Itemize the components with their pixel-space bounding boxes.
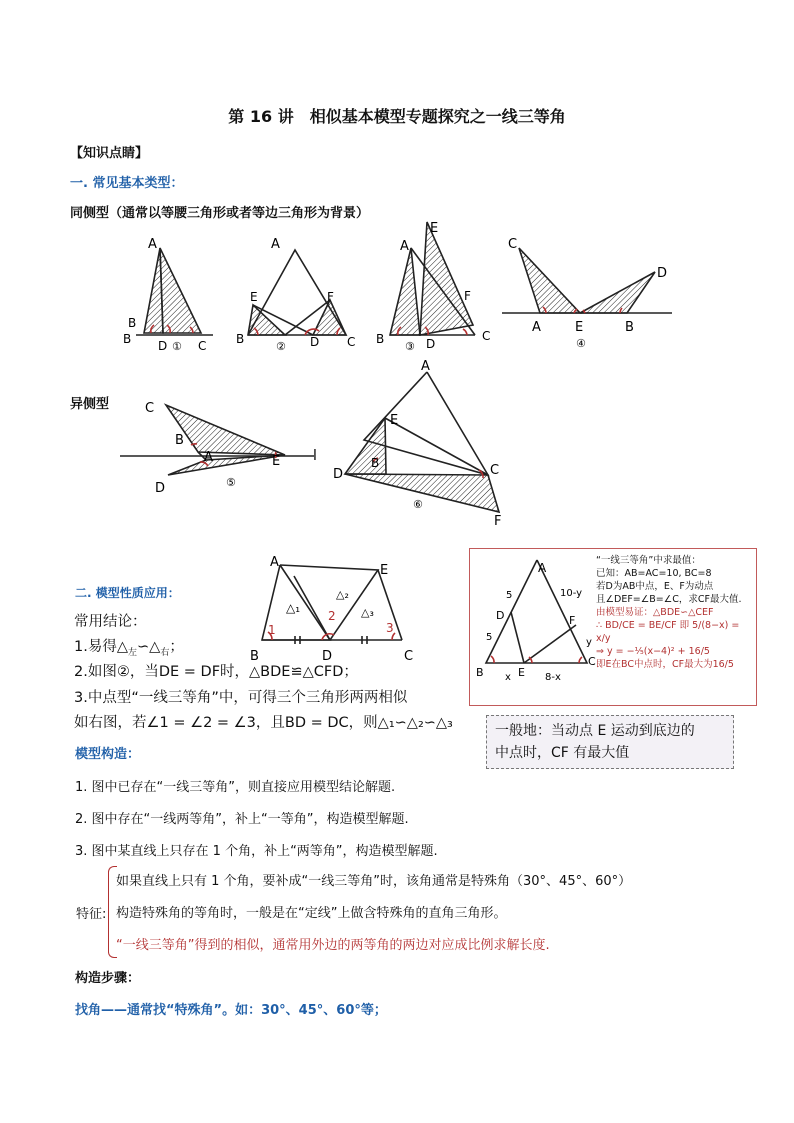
fig6-label-b: B <box>371 456 380 470</box>
fig6-label-c: C <box>490 463 500 478</box>
note-label-b: B <box>476 666 484 679</box>
construct-item-1: 1. 图中已存在“一线三等角”，则直接应用模型结论解题. <box>75 780 396 795</box>
fig4-label-b: B <box>625 320 634 335</box>
fig1-label-b: B <box>128 316 137 330</box>
note-line-6: ⇒ y = −⅕(x−4)² + 16/5 <box>596 646 710 657</box>
note-line-1: 已知：AB=AC=10, BC=8 <box>596 568 712 579</box>
feature-2: 构造特殊角的等角时，一般是在“定线”上做含特殊角的直角三角形。 <box>116 906 507 921</box>
fig5-label-d: D <box>155 481 166 496</box>
callout-line-2: 中点时，CF 有最大值 <box>495 745 630 761</box>
fig5-label-b: B <box>175 433 184 448</box>
fig5-num: ⑤ <box>226 476 236 489</box>
note-text <box>596 554 752 671</box>
mid-label-c: C <box>404 649 414 664</box>
fig6-label-a: A <box>421 359 430 374</box>
fig2-label-e: E <box>250 290 258 304</box>
fig2-label-b: B <box>236 332 245 346</box>
note-label-e: E <box>518 666 525 679</box>
fig3-label-b: B <box>376 332 385 346</box>
fig4-label-d: D <box>657 266 668 281</box>
feature-3: “一线三等角”得到的相似，通常用外边的两等角的两边对应成比例求解长度. <box>116 938 550 953</box>
conclusion-3b: 如右图，若∠1 = ∠2 = ∠3，且BD = DC，则△₁∽△₂∽△₃ <box>74 715 453 731</box>
mid-t1: △₁ <box>286 601 301 615</box>
note-line-3: 且∠DEF=∠B=∠C，求CF最大值. <box>596 594 742 605</box>
conclusion-2: 2.如图②，当DE = DF时，△BDE≌△CFD； <box>74 664 358 680</box>
fig6-label-d: D <box>333 467 344 482</box>
note-label-a: A <box>538 561 547 575</box>
mid-angle-3: 3 <box>386 621 394 635</box>
fig3-label-c: C <box>482 329 491 343</box>
feature-1: 如果直线上只有 1 个角，要补成“一线三等角”时，该角通常是特殊角（30°、45°、60°） <box>116 874 632 889</box>
fig2-label-c: C <box>347 335 356 349</box>
note-v5b: 5 <box>486 632 493 643</box>
note-label-d: D <box>496 609 505 622</box>
construct-heading: 模型构造： <box>75 747 141 762</box>
fig3-label-d: D <box>426 337 436 351</box>
fig2-num: ② <box>276 340 286 353</box>
knowledge-header: 【知识点睛】 <box>70 146 149 161</box>
fig1-label-b2: B <box>123 332 132 346</box>
fig5-label-l: l <box>313 448 317 464</box>
conclusion-3a: 3.中点型“一线三等角”中，可得三个三角形两两相似 <box>74 690 408 706</box>
mid-label-d: D <box>322 649 333 664</box>
fig6-num: ⑥ <box>413 498 423 511</box>
note-line-5: ∴ BD/CE = BE/CF 即 5/(8−x) = x/y <box>596 620 740 644</box>
note-label-c: C <box>588 655 596 668</box>
note-v10y: 10-y <box>560 588 583 599</box>
fig3-label-a: A <box>400 239 409 254</box>
feature-label: 特征: <box>76 907 107 922</box>
steps-heading: 构造步骤： <box>75 971 141 986</box>
mid-angle-2: 2 <box>328 609 336 623</box>
fig1-label-c: C <box>198 339 207 353</box>
find-angle: 找角——通常找“特殊角”。如：30°、45°、60°等； <box>75 1003 387 1018</box>
note-vy: y <box>586 637 592 648</box>
construct-item-3: 3. 图中某直线上只存在 1 个角，补上“两等角”，构造模型解题. <box>75 844 438 859</box>
fig3-label-f: F <box>464 289 471 303</box>
callout-box <box>486 715 734 769</box>
mid-label-e: E <box>380 563 389 578</box>
fig4-label-e: E <box>575 320 584 335</box>
fig4-num: ④ <box>576 337 586 350</box>
note-v5a: 5 <box>506 590 513 601</box>
mid-label-a: A <box>270 555 279 570</box>
fig5-label-c: C <box>145 401 155 416</box>
note-heading: “一线三等角”中求最值： <box>596 555 701 566</box>
fig3-label-e: E <box>430 221 439 236</box>
fig5-label-a: A <box>204 450 213 465</box>
mid-label-b: B <box>250 649 259 664</box>
section1-heading: 一. 常见基本类型： <box>70 176 184 191</box>
mid-t3: △₃ <box>361 606 374 619</box>
callout-line-1: 一般地：当动点 E 运动到底边的 <box>495 723 695 739</box>
note-vx: x <box>505 672 511 683</box>
mid-t2: △₂ <box>336 588 349 601</box>
fig2-label-d: D <box>310 335 320 349</box>
common-conclusion-label: 常用结论： <box>74 614 147 630</box>
section2-heading: 二. 模型性质应用： <box>75 586 180 600</box>
fig1-num: ① <box>172 340 182 353</box>
fig4-label-a: A <box>532 320 541 335</box>
note-label-f: F <box>569 614 576 627</box>
fig1-label-a: A <box>148 237 157 252</box>
fig6-label-f: F <box>494 514 502 529</box>
fig4-label-c: C <box>508 237 518 252</box>
note-line-2: 若D为AB中点，E、F为动点 <box>596 581 714 592</box>
same-side-label: 同侧型（通常以等腰三角形或者等边三角形为背景） <box>70 206 370 221</box>
note-line-7: 即E在BC中点时，CF最大为16/5 <box>596 659 734 670</box>
fig1-label-d: D <box>158 339 168 353</box>
note-line-4: 由模型易证：△BDE∽△CEF <box>596 607 714 618</box>
fig5-label-e: E <box>272 454 281 469</box>
fig2-label-f: F <box>327 290 334 304</box>
conclusion-1: 1.易得$\triangle_左∽\triangle_右$； <box>74 639 184 658</box>
note-v8x: 8-x <box>545 672 561 683</box>
page-title: 第 16 讲 相似基本模型专题探究之一线三等角 <box>228 107 566 126</box>
fig3-num: ③ <box>405 340 415 353</box>
mid-angle-1: 1 <box>268 623 276 637</box>
fig2-label-a: A <box>271 237 280 252</box>
construct-item-2: 2. 图中存在“一线两等角”，补上“一等角”，构造模型解题. <box>75 812 409 827</box>
fig6-label-e: E <box>390 413 399 428</box>
opposite-side-label: 异侧型 <box>70 397 110 412</box>
